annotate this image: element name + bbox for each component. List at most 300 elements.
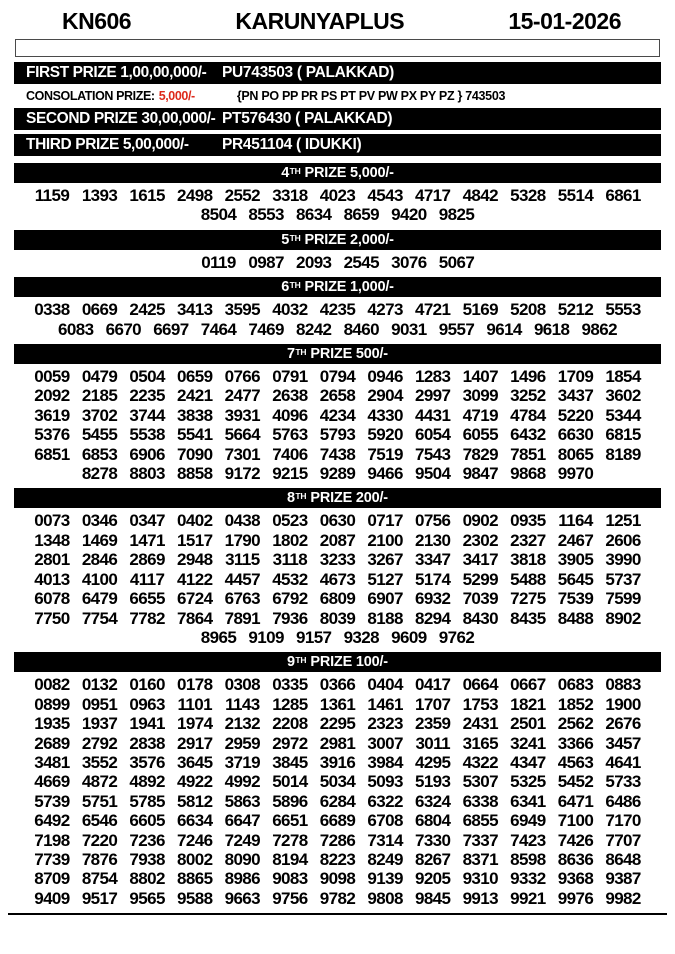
ticket-number: 7750 — [34, 608, 70, 628]
prize-6th-ordinal: 6 — [281, 279, 290, 296]
ticket-number: 2801 — [34, 550, 70, 570]
ticket-number: 5307 — [462, 772, 498, 792]
ticket-number: 3990 — [605, 550, 641, 570]
prize-8th-numbers — [14, 510, 661, 649]
ticket-number: 6906 — [129, 444, 165, 464]
ticket-number: 6697 — [153, 319, 189, 339]
ticket-number: 0664 — [462, 675, 498, 695]
ticket-number: 5763 — [272, 425, 308, 445]
ticket-number: 9328 — [343, 627, 379, 647]
ticket-number: 5645 — [557, 569, 594, 589]
ticket-number: 6855 — [462, 811, 498, 831]
prize-6th-numbers — [14, 299, 661, 341]
ticket-number: 7464 — [200, 319, 237, 339]
ticket-number: 6809 — [319, 589, 356, 609]
ticket-number: 4122 — [177, 569, 213, 589]
ticket-number: 1143 — [225, 694, 260, 714]
ticket-number: 0504 — [129, 367, 165, 387]
ticket-number: 8858 — [177, 464, 213, 484]
ticket-number: 9172 — [224, 464, 261, 484]
ticket-number: 0346 — [81, 511, 118, 531]
ticket-number: 6651 — [272, 811, 308, 831]
ticket-number: 3241 — [510, 733, 546, 753]
ticket-number: 5896 — [272, 791, 308, 811]
ticket-number: 9663 — [224, 888, 261, 908]
ticket-number: 2658 — [319, 386, 356, 406]
ticket-number: 9976 — [557, 888, 594, 908]
ticket-number: 2467 — [557, 530, 594, 550]
ticket-number: 7406 — [272, 444, 308, 464]
ticket-number: 8371 — [462, 849, 498, 869]
ticket-number: 8902 — [605, 608, 641, 628]
ticket-number: 7891 — [224, 608, 261, 628]
ticket-number: 2552 — [224, 186, 261, 205]
ticket-number: 5455 — [81, 425, 118, 445]
ticket-number: 5220 — [557, 405, 594, 425]
ticket-number: 8188 — [367, 608, 403, 628]
ticket-number: 0766 — [224, 367, 261, 387]
ticket-number: 1753 — [462, 694, 498, 714]
ticket-number: 2431 — [462, 714, 498, 734]
ticket-number: 7330 — [414, 830, 451, 850]
ticket-number: 5325 — [510, 772, 546, 792]
prize-9th-title: PRIZE 100/- — [310, 654, 388, 671]
ticket-number: 2425 — [129, 300, 165, 320]
number-row — [14, 714, 661, 733]
second-prize-ticket: PT576430 ( PALAKKAD) — [222, 110, 393, 127]
ticket-number: 1164 — [558, 511, 593, 531]
consolation-amount: 5,000/- — [158, 88, 195, 103]
ticket-number: 0119 — [201, 252, 236, 272]
ticket-number: 8803 — [129, 464, 165, 484]
ticket-number: 6432 — [510, 425, 546, 445]
ticket-number: 5920 — [367, 425, 403, 445]
ticket-number: 4330 — [367, 405, 403, 425]
ticket-number: 9409 — [34, 888, 70, 908]
ticket-number: 5739 — [34, 791, 70, 811]
ticket-number: 7438 — [319, 444, 356, 464]
ticket-number: 8090 — [224, 849, 261, 869]
ticket-number: 4784 — [510, 405, 546, 425]
number-row — [14, 628, 661, 647]
ticket-number: 3744 — [129, 405, 165, 425]
ticket-number: 2185 — [81, 386, 118, 406]
ticket-number: 4096 — [272, 405, 308, 425]
ticket-number: 8986 — [224, 869, 261, 889]
ticket-number: 2981 — [319, 733, 356, 753]
ticket-number: 1461 — [367, 694, 403, 714]
prize-5th-numbers — [14, 252, 661, 274]
prize-7th-numbers — [14, 366, 661, 485]
number-row — [14, 869, 661, 888]
prize-9th-numbers — [14, 674, 661, 910]
ticket-number: 9565 — [129, 888, 165, 908]
prize-9th-header: 9 TH PRIZE 100/- — [14, 652, 661, 672]
ticket-number: 6054 — [414, 425, 451, 445]
ticket-number: 6804 — [414, 811, 451, 831]
ticket-number: 5376 — [34, 425, 70, 445]
ticket-number: 9825 — [438, 205, 475, 225]
ticket-number: 3413 — [177, 300, 213, 320]
ticket-number: 9756 — [272, 888, 308, 908]
ticket-number: 7739 — [34, 849, 70, 869]
ticket-number: 2606 — [605, 530, 641, 550]
ticket-number: 9368 — [557, 869, 594, 889]
ticket-number: 4100 — [81, 569, 118, 589]
number-row — [14, 753, 661, 772]
ticket-number: 9913 — [462, 888, 498, 908]
ticket-number: 6078 — [34, 589, 70, 609]
third-prize-label: THIRD PRIZE 5,00,000/- — [26, 136, 189, 153]
ticket-number: 8488 — [557, 608, 594, 628]
ticket-number: 6815 — [605, 425, 641, 445]
ticket-number: 7301 — [224, 444, 261, 464]
ticket-number: 4721 — [414, 300, 451, 320]
draw-date: 15-01-2026 — [508, 8, 621, 34]
ticket-number: 2959 — [224, 733, 261, 753]
ticket-number: 3481 — [34, 752, 70, 772]
ticket-number: 5737 — [605, 569, 641, 589]
ticket-number: 6792 — [272, 589, 308, 609]
prize-6th-header: 6 TH PRIZE 1,000/- — [14, 277, 661, 297]
ticket-number: 1709 — [557, 367, 594, 387]
ticket-number: 3931 — [224, 405, 261, 425]
ticket-number: 2235 — [129, 386, 165, 406]
ticket-number: 2359 — [414, 714, 451, 734]
ticket-number: 0404 — [367, 675, 403, 695]
ticket-number: 4717 — [414, 186, 451, 205]
ticket-number: 5664 — [224, 425, 261, 445]
ticket-number: 0402 — [177, 511, 213, 531]
ticket-number: 4347 — [510, 752, 546, 772]
ticket-number: 1974 — [177, 714, 213, 734]
ticket-number: 6083 — [58, 319, 94, 339]
ticket-number: 8636 — [557, 849, 594, 869]
ticket-number: 0347 — [129, 511, 165, 531]
number-row — [14, 792, 661, 811]
ticket-number: 6322 — [367, 791, 403, 811]
ticket-number: 5067 — [438, 252, 475, 272]
ticket-number: 8223 — [319, 849, 356, 869]
ticket-number: 3984 — [367, 752, 403, 772]
ticket-number: 0883 — [605, 675, 641, 695]
ticket-number: 4322 — [462, 752, 498, 772]
number-row — [14, 205, 661, 224]
page-title: KARUNYAPLUS — [235, 8, 405, 34]
prize-7th-title: PRIZE 500/- — [310, 346, 388, 363]
ticket-number: 0178 — [177, 675, 213, 695]
ticket-number: 1852 — [557, 694, 594, 714]
ticket-number: 7936 — [272, 608, 308, 628]
ticket-number: 5751 — [81, 791, 118, 811]
ticket-number: 5344 — [605, 405, 641, 425]
ticket-number: 2477 — [224, 386, 261, 406]
number-row — [14, 609, 661, 628]
ticket-number: 9762 — [438, 627, 475, 647]
ticket-number: 2917 — [177, 733, 213, 753]
ticket-number: 6949 — [510, 811, 546, 831]
ticket-number: 6853 — [81, 444, 118, 464]
ticket-number: 7519 — [367, 444, 403, 464]
ticket-number: 7754 — [81, 608, 118, 628]
ticket-number: 8002 — [177, 849, 213, 869]
ticket-number: 5208 — [510, 300, 546, 320]
ticket-number: 5014 — [272, 772, 308, 792]
ticket-number: 8267 — [414, 849, 451, 869]
ticket-number: 2869 — [129, 550, 165, 570]
number-row — [14, 850, 661, 869]
ticket-number: 2295 — [319, 714, 356, 734]
ticket-number: 9466 — [367, 464, 403, 484]
ticket-number: 6670 — [105, 319, 142, 339]
ticket-number: 5733 — [605, 772, 641, 792]
ticket-number: 6284 — [319, 791, 356, 811]
number-row — [14, 464, 661, 483]
ticket-number: 8278 — [81, 464, 118, 484]
ticket-number: 8965 — [200, 627, 237, 647]
number-row — [14, 300, 661, 319]
ticket-number: 9517 — [81, 888, 118, 908]
ticket-number: 0335 — [272, 675, 308, 695]
ticket-number: 9387 — [605, 869, 641, 889]
prize-4th-title: PRIZE 5,000/- — [304, 165, 394, 181]
ticket-number: 6647 — [224, 811, 261, 831]
prize-5th-header: 5 TH PRIZE 2,000/- — [14, 230, 661, 250]
ticket-number: 5174 — [414, 569, 451, 589]
prize-5th-ordinal: 5 — [281, 231, 290, 248]
ticket-number: 3233 — [319, 550, 356, 570]
ticket-number: 1935 — [34, 714, 70, 734]
ticket-number: 6763 — [224, 589, 261, 609]
ticket-number: 9332 — [510, 869, 546, 889]
ticket-number: 1101 — [177, 694, 212, 714]
number-row — [14, 772, 661, 791]
ticket-number: 5212 — [557, 300, 594, 320]
ticket-number: 2498 — [177, 186, 213, 205]
ticket-number: 9420 — [391, 205, 427, 225]
ticket-number: 9782 — [319, 888, 356, 908]
ticket-number: 4892 — [129, 772, 165, 792]
ticket-number: 3619 — [34, 405, 70, 425]
ticket-number: 2100 — [367, 530, 403, 550]
ticket-number: 8598 — [510, 849, 546, 869]
ticket-number: 7469 — [248, 319, 284, 339]
ticket-number: 6486 — [605, 791, 641, 811]
ticket-number: 6605 — [129, 811, 165, 831]
ticket-number: 4023 — [319, 186, 356, 205]
ticket-number: 9845 — [414, 888, 451, 908]
header — [14, 0, 661, 38]
ticket-number: 2972 — [272, 733, 308, 753]
ticket-number: 7426 — [557, 830, 594, 850]
ticket-number: 0082 — [34, 675, 70, 695]
ticket-number: 0417 — [414, 675, 451, 695]
ticket-number: 8865 — [177, 869, 213, 889]
ticket-number: 9157 — [295, 627, 332, 647]
ticket-number: 4922 — [177, 772, 213, 792]
ticket-number: 0791 — [272, 367, 308, 387]
ticket-number: 1393 — [81, 186, 118, 205]
ticket-number: 7851 — [510, 444, 546, 464]
ticket-number: 7198 — [34, 830, 70, 850]
ticket-number: 1900 — [605, 694, 641, 714]
ticket-number: 7220 — [81, 830, 118, 850]
ticket-number: 3267 — [367, 550, 403, 570]
ticket-number: 8194 — [272, 849, 308, 869]
ticket-number: 1496 — [510, 367, 546, 387]
prize-4th-numbers — [14, 185, 661, 227]
ticket-number: 8709 — [34, 869, 70, 889]
ticket-number: 9205 — [414, 869, 451, 889]
ticket-number: 3318 — [272, 186, 308, 205]
ticket-number: 0935 — [510, 511, 546, 531]
ticket-number: 0366 — [319, 675, 356, 695]
ticket-number: 7539 — [557, 589, 594, 609]
number-row — [14, 570, 661, 589]
number-row — [14, 531, 661, 550]
prize-9th-ordinal: 9 — [287, 654, 295, 671]
prize-4th-ordinal: 4 — [281, 165, 290, 181]
ticket-number: 9868 — [510, 464, 546, 484]
ticket-number: 6479 — [81, 589, 118, 609]
ticket-number: 6338 — [462, 791, 498, 811]
ticket-number: 8504 — [200, 205, 237, 225]
ticket-number: 2846 — [81, 550, 118, 570]
number-row — [14, 675, 661, 694]
ticket-number: 7278 — [272, 830, 308, 850]
ticket-number: 8249 — [367, 849, 403, 869]
ticket-number: 0438 — [224, 511, 261, 531]
ticket-number: 9083 — [272, 869, 308, 889]
ticket-number: 2093 — [295, 252, 332, 272]
ticket-number: 2130 — [414, 530, 451, 550]
ticket-number: 1361 — [319, 694, 356, 714]
ticket-number: 3347 — [414, 550, 451, 570]
ticket-number: 5553 — [605, 300, 641, 320]
ticket-number: 0479 — [81, 367, 118, 387]
prize-7th-ordinal: 7 — [287, 346, 295, 363]
ticket-number: 5538 — [129, 425, 165, 445]
ticket-number: 7170 — [605, 811, 641, 831]
ticket-number: 5812 — [177, 791, 213, 811]
ticket-number: 9808 — [367, 888, 403, 908]
ticket-number: 9031 — [391, 319, 427, 339]
ticket-number: 4872 — [81, 772, 118, 792]
ticket-number: 1285 — [272, 694, 308, 714]
number-row — [14, 550, 661, 569]
ticket-number: 8039 — [319, 608, 356, 628]
ticket-number: 9310 — [462, 869, 498, 889]
ticket-number: 6851 — [34, 444, 70, 464]
ticket-number: 3845 — [272, 752, 308, 772]
ticket-number: 4532 — [272, 569, 308, 589]
ticket-number: 2904 — [367, 386, 403, 406]
ticket-number: 5127 — [367, 569, 403, 589]
ticket-number: 9289 — [319, 464, 356, 484]
ticket-number: 4719 — [462, 405, 498, 425]
ticket-number: 2638 — [272, 386, 308, 406]
ticket-number: 0946 — [367, 367, 403, 387]
ticket-number: 5328 — [510, 186, 546, 205]
ticket-number: 4563 — [557, 752, 594, 772]
ticket-number: 7286 — [319, 830, 356, 850]
ticket-number: 3007 — [367, 733, 403, 753]
third-prize-ticket: PR451104 ( IDUKKI) — [222, 136, 362, 153]
ticket-number: 7423 — [510, 830, 546, 850]
ticket-number: 1159 — [34, 186, 70, 205]
ticket-number: 4673 — [319, 569, 356, 589]
ticket-number: 1469 — [81, 530, 118, 550]
ticket-number: 2562 — [557, 714, 594, 734]
ticket-number: 3115 — [225, 550, 260, 570]
number-row — [14, 425, 661, 444]
ticket-number: 0963 — [129, 694, 165, 714]
number-row — [14, 406, 661, 425]
ticket-number: 7100 — [557, 811, 594, 831]
ticket-number: 5793 — [319, 425, 356, 445]
ticket-number: 3011 — [415, 733, 450, 753]
ticket-number: 8435 — [510, 608, 546, 628]
ticket-number: 3702 — [81, 405, 118, 425]
ticket-number: 6546 — [81, 811, 118, 831]
ticket-number: 1941 — [129, 714, 165, 734]
ticket-number: 3838 — [177, 405, 213, 425]
ticket-number: 2948 — [177, 550, 213, 570]
ticket-number: 2545 — [343, 252, 379, 272]
ticket-number: 1790 — [224, 530, 261, 550]
ticket-number: 0899 — [34, 694, 70, 714]
ticket-number: 8634 — [295, 205, 332, 225]
ticket-number: 7876 — [81, 849, 118, 869]
consolation-label: CONSOLATION PRIZE: — [26, 88, 155, 103]
ticket-number: 4234 — [319, 405, 356, 425]
number-row — [14, 811, 661, 830]
ticket-number: 7864 — [177, 608, 213, 628]
ticket-number: 9098 — [319, 869, 356, 889]
ticket-number: 9588 — [177, 888, 213, 908]
ticket-number: 3457 — [605, 733, 641, 753]
ticket-number: 9504 — [414, 464, 451, 484]
ticket-number: 3437 — [557, 386, 594, 406]
second-prize-bar — [14, 108, 661, 130]
ticket-number: 2092 — [34, 386, 70, 406]
ticket-number: 8754 — [81, 869, 118, 889]
ticket-number: 0683 — [557, 675, 594, 695]
ticket-number: 0132 — [81, 675, 118, 695]
ticket-number: 7782 — [129, 608, 165, 628]
ticket-number: 5514 — [557, 186, 594, 205]
ticket-number: 2208 — [272, 714, 308, 734]
ticket-number: 4641 — [605, 752, 641, 772]
prize-8th-header: 8 TH PRIZE 200/- — [14, 488, 661, 508]
prize-7th-header: 7 TH PRIZE 500/- — [14, 344, 661, 364]
ticket-number: 4117 — [129, 569, 165, 589]
ticket-number: 9618 — [533, 319, 570, 339]
ticket-number: 8802 — [129, 869, 165, 889]
number-row — [14, 511, 661, 530]
first-prize-label: FIRST PRIZE 1,00,00,000/- — [26, 64, 207, 81]
ticket-number: 3602 — [605, 386, 641, 406]
ticket-number: 9609 — [391, 627, 427, 647]
ticket-number: 8648 — [605, 849, 641, 869]
prize-4th-header: 4 TH PRIZE 5,000/- — [14, 163, 661, 183]
draw-code: KN606 — [62, 8, 132, 34]
ticket-number: 6708 — [367, 811, 403, 831]
ticket-number: 0308 — [224, 675, 261, 695]
ticket-number: 1348 — [34, 530, 70, 550]
ticket-number: 9921 — [510, 888, 546, 908]
ticket-number: 2838 — [129, 733, 165, 753]
